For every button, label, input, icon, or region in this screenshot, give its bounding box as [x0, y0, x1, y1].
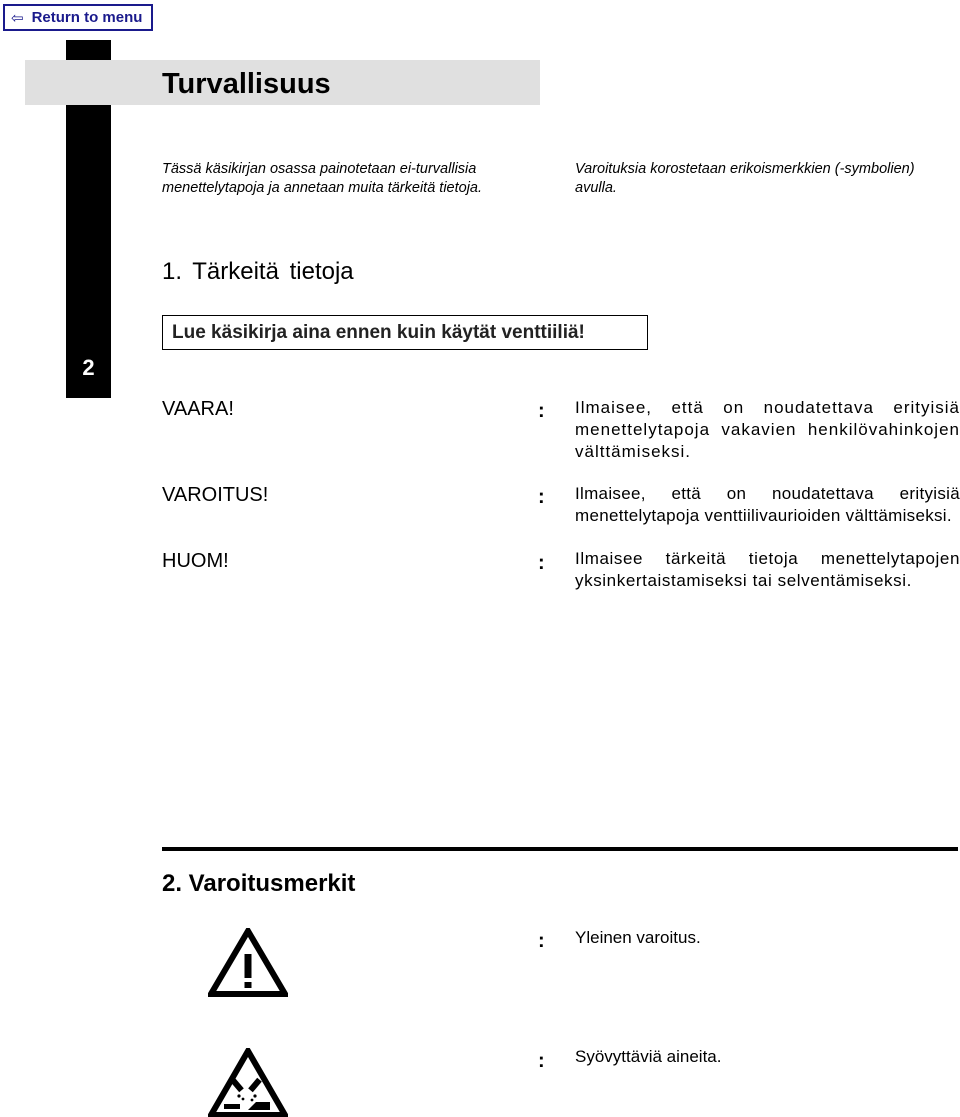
symbol-colon: : — [538, 1050, 545, 1072]
term-colon: : — [538, 486, 545, 508]
definition-vaara: Ilmaisee, että on noudatettava erityisiä menettelytapoja vakavien henkilövahinkojen välttämiseksi. — [575, 398, 960, 461]
return-to-menu-label: Return to menu — [31, 9, 143, 26]
return-to-menu-button[interactable] — [3, 4, 153, 31]
notice-text: Lue käsikirja aina ennen kuin käytät venttiiliä! — [172, 321, 585, 343]
term-colon: : — [538, 400, 545, 422]
general-warning-icon — [208, 928, 288, 998]
term-vaara: VAARA! — [162, 398, 234, 420]
definition-varoitus: Ilmaisee, että on noudatettava erityisiä menettelytapoja venttiilivaurioiden välttämiseksi. — [575, 484, 960, 525]
intro-text-right: Varoituksia korostetaan erikoismerkkien (-symbolien) avulla. — [575, 161, 915, 196]
symbol-general-warning-text: Yleinen varoitus. — [575, 928, 701, 947]
corrosive-substance-icon — [208, 1048, 288, 1117]
page-title: Turvallisuus — [162, 68, 331, 100]
term-colon: : — [538, 552, 545, 574]
chapter-number: 2 — [82, 355, 95, 380]
section-heading-warning-symbols: 2. Varoitusmerkit — [162, 870, 356, 897]
intro-text-left: Tässä käsikirjan osassa painotetaan ei-turvallisia menettelytapoja ja annetaan muita tärkeitä tietoja. — [162, 161, 483, 196]
definition-huom: Ilmaisee tärkeitä tietoja menettelytapojen yksinkertaistamiseksi tai selventämiseksi. — [575, 549, 960, 590]
term-huom: HUOM! — [162, 550, 229, 572]
term-varoitus: VAROITUS! — [162, 484, 269, 506]
section-divider — [162, 847, 958, 851]
arrow-left-icon: ⇦ — [11, 9, 24, 27]
symbol-colon: : — [538, 930, 545, 952]
symbol-corrosive-text: Syövyttäviä aineita. — [575, 1047, 722, 1066]
section-heading-important-info: 1. Tärkeitä tietoja — [162, 258, 354, 285]
read-manual-notice — [162, 315, 648, 350]
